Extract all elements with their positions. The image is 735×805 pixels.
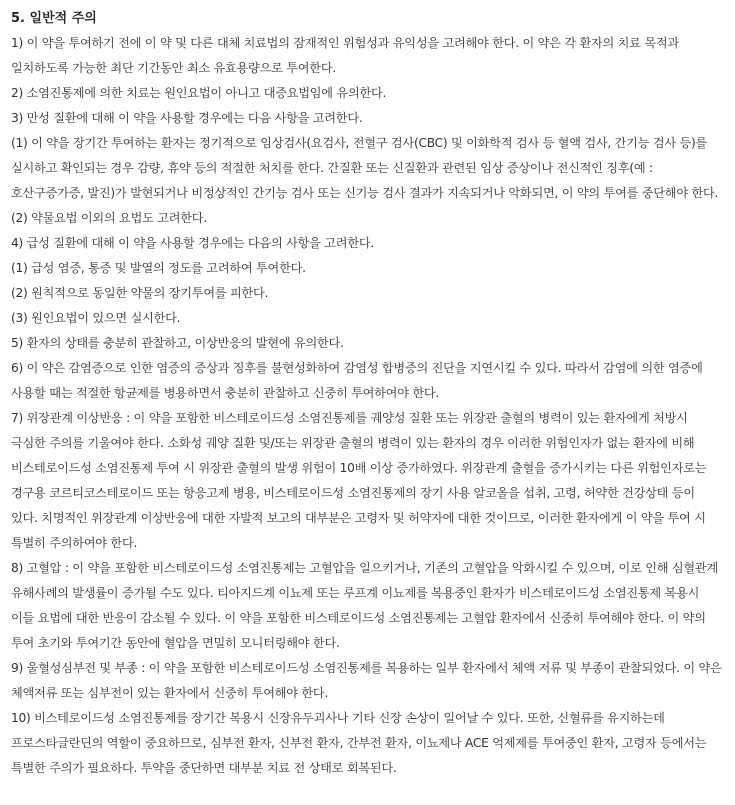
paragraph-5: 5) 환자의 상태를 충분히 관찰하고, 이상반응의 발현에 유의한다.: [11, 336, 344, 350]
paragraph-4-3: (3) 원인요법이 있으면 실시한다.: [11, 311, 181, 325]
paragraph-3-1: (1) 이 약을 장기간 투여하는 환자는 정기적으로 임상검사(요검사, 전혈구 검사(CBC) 및 이화학적 검사 등 혈액 검사, 간기능 검사 등)를 실시하고 확인되는 경우 감량, 휴약 등의 적절한 처치를 한다. 간질환 또는 신질환과 관련된 임상 증상이나 전신적인 징후(예 : 호산구증가증, 발진)가 발현되거나 비정상적인 간기능 검사 또는 신기능 검사 결과가 지속되거나 악화되면, 이 약의 투여를 중단해야 한다.: [11, 136, 719, 200]
paragraph-4: 4) 급성 질환에 대해 이 약을 사용할 경우에는 다음의 사항을 고려한다.: [11, 236, 374, 250]
paragraph-8: 8) 고혈압 : 이 약을 포함한 비스테로이드성 소염진통제는 고혈압을 일으키거나, 기존의 고혈압을 악화시킬 수 있으며, 이로 인해 심혈관계 유해사례의 발생률이 증가될 수도 있다. 티아지드계 이뇨제 또는 루프계 이뇨제를 복용중인 환자가 비스테로이드성 소염진통제 복용시 이들 요법에 대한 반응이 감소될 수 있다. 이 약을 포함한 비스테로이드성 소염진통제는 고혈압 환자에서 신중히 투여해야 한다. 이 약의 투여 초기와 투여기간 동안에 혈압을 면밀히 모니터링해야 한다.: [11, 561, 718, 650]
paragraph-6: 6) 이 약은 감염증으로 인한 염증의 증상과 징후를 불현성화하여 감염성 합병증의 진단을 지연시킬 수 있다. 따라서 감염에 의한 염증에 사용할 때는 적절한 항균제를 병용하면서 충분히 관찰하고 신중히 투여하여야 한다.: [11, 361, 703, 400]
paragraph-9: 9) 울혈성심부전 및 부종 : 이 약을 포함한 비스테로이드성 소염진통제를 복용하는 일부 환자에서 체액 저류 및 부종이 관찰되었다. 이 약은 체액저류 또는 심부전이 있는 환자에서 신중히 투여해야 한다.: [11, 661, 722, 700]
paragraph-10: 10) 비스테로이드성 소염진통제를 장기간 복용시 신장유두괴사나 기타 신장 손상이 일어날 수 있다. 또한, 신혈류를 유지하는데 프로스타글란딘의 역할이 중요하므로, 심부전 환자, 신부전 환자, 간부전 환자, 이뇨제나 ACE 억제제를 투여중인 환자, 고령자 등에서는 특별한 주의가 필요하다. 투약을 중단하면 대부분 치료 전 상태로 회복된다.: [11, 711, 707, 775]
paragraph-3: 3) 만성 질환에 대해 이 약을 사용할 경우에는 다음 사항을 고려한다.: [11, 111, 363, 125]
paragraph-4-2: (2) 원칙적으로 동일한 약물의 장기투여를 피한다.: [11, 286, 269, 300]
paragraph-4-1: (1) 급성 염증, 통증 및 발열의 정도를 고려하여 투여한다.: [11, 261, 306, 275]
paragraph-7: 7) 위장관계 이상반응 : 이 약을 포함한 비스테로이드성 소염진통제를 궤양성 질환 또는 위장관 출혈의 병력이 있는 환자에게 처방시 극심한 주의를 기울여야 한다. 소화성 궤양 질환 및/또는 위장관 출혈의 병력이 있는 환자의 경우 이러한 위험인자가 없는 환자에 비해 비스테로이드성 소염진통제 투여 시 위장관 출혈의 발생 위험이 10배 이상 증가하였다. 위장관계 출혈을 증가시키는 다른 위험인자로는 경구용 코르티코스테로이드 또는 항응고제 병용, 비스테로이드성 소염진통제의 장기 사용 알코올을 섭취, 고령, 허약한 건강상태 등이 있다. 치명적인 위장관계 이상반응에 대한 자발적 보고의 대부분은 고령자 및 허약자에 대한 것이므로, 이러한 환자에게 이 약을 투여 시 특별히 주의하여야 한다.: [11, 411, 707, 550]
paragraph-1: 1) 이 약을 투여하기 전에 이 약 및 다른 대체 치료법의 잠재적인 위험성과 유익성을 고려해야 한다. 이 약은 각 환자의 치료 목적과 일치하도록 가능한 최단 기간동안 최소 유효용량으로 투여한다.: [11, 36, 679, 75]
section-title: 5. 일반적 주의: [11, 11, 97, 26]
paragraph-3-2: (2) 약물요법 이외의 요법도 고려한다.: [11, 211, 207, 225]
paragraph-2: 2) 소염진통제에 의한 치료는 원인요법이 아니고 대증요법임에 유의한다.: [11, 86, 387, 100]
